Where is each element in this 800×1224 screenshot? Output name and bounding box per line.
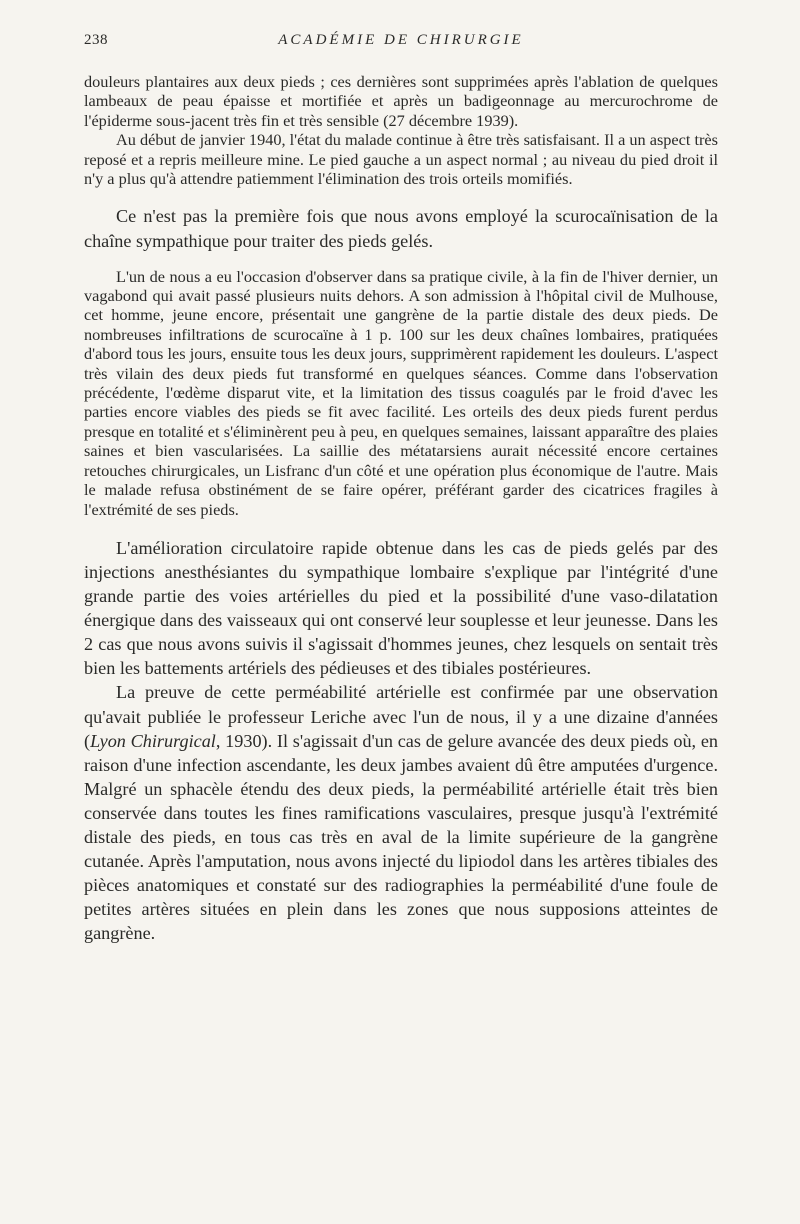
paragraph-text-start: La preuve de cette perméabilité artérielle est confirmée par une observation qu'avait publiée le professeur Leriche avec l'un de nous, il y a une dizaine d'années ( xyxy=(84,682,718,751)
paragraph-observation-end: douleurs plantaires aux deux pieds ; ces dernières sont supprimées après l'ablation de quelques lambeaux de peau épaisse et mortifiée et après un badigeonnage au mercurochrome de l'épiderme sous-jacent très fin et très sensible (27 décembre 1939). xyxy=(84,72,718,130)
page-number: 238 xyxy=(84,32,108,48)
document-page xyxy=(84,30,718,946)
paragraph-mulhouse-case: L'un de nous a eu l'occasion d'observer dans sa pratique civile, à la fin de l'hiver dernier, un vagabond qui avait passé plusieurs nuits dehors. A son admission à l'hôpital civil de Mulhouse, cet homme, jeune encore, présentait une gangrène de la partie distale des deux pieds. De nombreuses infiltrations de scurocaïne à 1 p. 100 sur les deux chaînes lombaires, pratiquées d'abord tous les jours, ensuite tous les deux jours, supprimèrent rapidement les douleurs. L'aspect très vilain des deux pieds fut transformé en quelques séances. Comme dans l'observation précédente, l'œdème disparut vite, et la limitation des tissus coagulés par le froid d'avec les parties encore viables des pieds se fit avec facilité. Les orteils des deux pieds furent perdus presque en totalité et s'éliminèrent peu à peu, en quelques semaines, laissant apparaître des plaies saines et bien vascularisées. La saillie des métatarsiens aurait nécessité encore certaines retouches chirurgicales, un Lisfranc d'un côté et une opération plus économique de l'autre. Mais le malade refusa obstinément de se faire opérer, préférant garder des cicatrices fragiles à l'extrémité de ses pieds. xyxy=(84,266,718,519)
journal-title: Lyon Chirurgical xyxy=(90,730,216,751)
paragraph-circulatory-improvement: L'amélioration circulatoire rapide obtenue dans les cas de pieds gelés par des injections anesthésiantes du sympathique lombaire s'explique par l'intégrité d'une grande partie des voies artérielles du pied et la possibilité d'une vaso-dilatation énergique dans des vaisseaux qui ont conservé leur souplesse et leur jeunesse. Dans les 2 cas que nous avons suivis il s'agissait d'hommes jeunes, chez lesquels on sentait très bien les battements artériels des pédieuses et des tibiales postérieures. xyxy=(84,537,718,679)
paragraph-january-1940: Au début de janvier 1940, l'état du malade continue à être très satisfaisant. Il a un aspect très reposé et a repris meilleure mine. Le pied gauche a un aspect normal ; au niveau du pied droit il n'y a plus qu'à attendre patiemment l'élimination des trois orteils momifiés. xyxy=(84,130,718,189)
paragraph-first-use: Ce n'est pas la première fois que nous avons employé la scurocaïnisation de la chaîne sympathique pour traiter des pieds gelés. xyxy=(84,206,718,251)
page-header xyxy=(84,30,718,54)
running-title: ACADÉMIE DE CHIRURGIE xyxy=(278,32,524,48)
paragraph-arterial-permeability xyxy=(84,680,718,945)
paragraph-text-end: , 1930). Il s'agissait d'un cas de gelure avancée des deux pieds où, en raison d'une infection ascendante, les deux jambes avaient dû être amputées d'urgence. Malgré un sphacèle étendu des deux pieds, la perméabilité artérielle était très bien conservée dans toutes les fines ramifications vasculaires, presque jusqu'à l'extrémité distale des pieds, en tous cas très en aval de la limite supérieure de la gangrène cutanée. Après l'amputation, nous avons injecté du lipiodol dans les artères tibiales des pièces anatomiques et constaté sur des radiographies la perméabilité d'une foule de petites artères situées en plein dans les zones que nous supposions atteintes de gangrène. xyxy=(84,730,718,944)
